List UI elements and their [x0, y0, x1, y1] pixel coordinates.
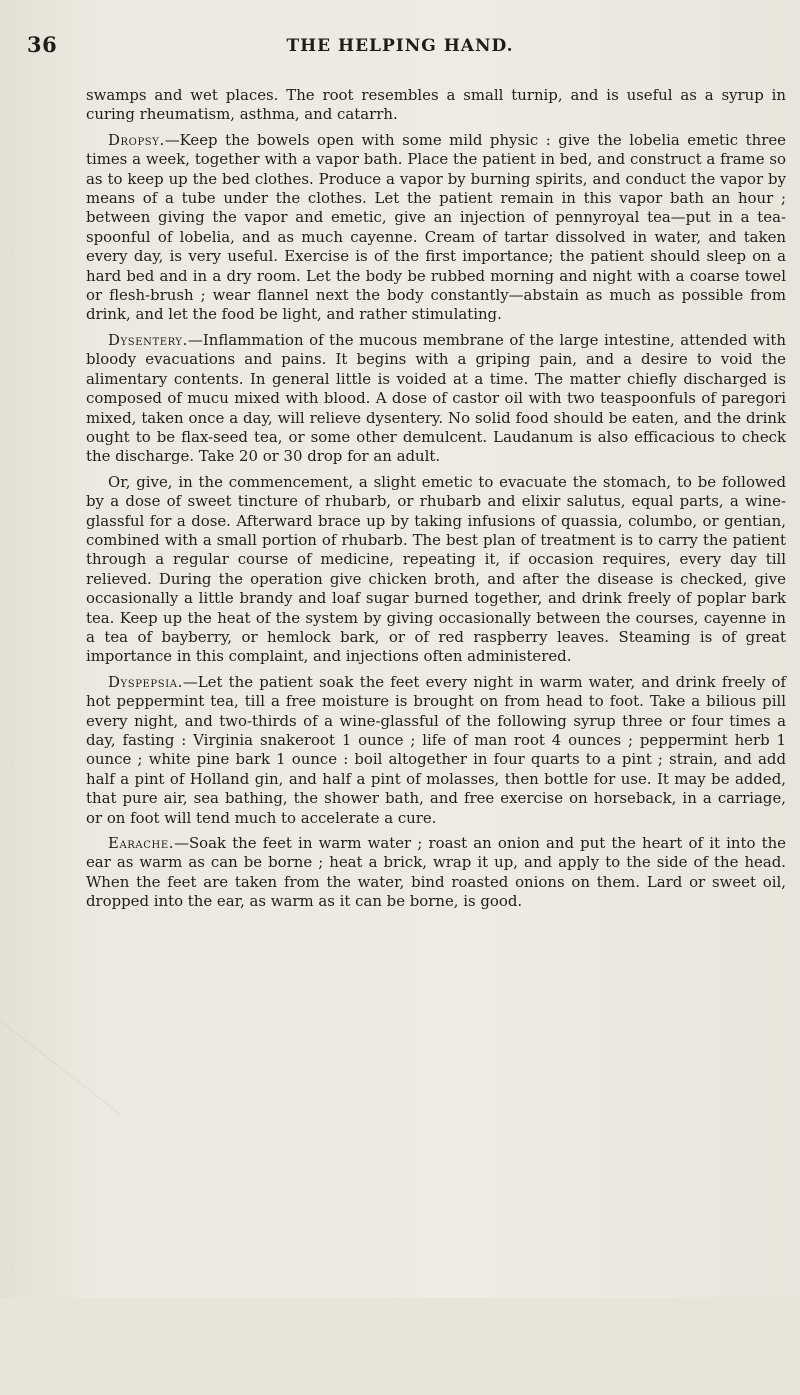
- running-head: THE HELPING HAND.: [286, 36, 514, 56]
- paragraph-text: —Keep the bowels open with some mild physic : give the lobelia emetic three times a week, together with a vapor bath. Place the patient in bed, and construct a frame so as to keep up the bed clothes. Produce a vapor by burning spirits, and conduct the vapor by means of a tube under the clothes. Let the patient remain in this vapor bath an hour ; between giving the vapor and emetic, give an injection of pennyroyal tea—put in a tea-spoonful of lobelia, and as much cayenne. Cream of tartar dissolved in water, and taken every day, is very useful. Exercise is of the first importance; the patient should sleep on a hard bed and in a dry room. Let the body be rubbed morning and night with a coarse towel or flesh-brush ; wear flannel next the body constantly—abstain as much as possible from drink, and let the food be light, and rather stimulating.: [86, 130, 786, 324]
- page-fold-mark: [0, 1020, 120, 1395]
- section-heading-dysentery: Dysentery.: [108, 330, 188, 349]
- paragraph-text: Or, give, in the commencement, a slight emetic to evacuate the stomach, to be followed by a dose of sweet tincture of rhubarb, or rhubarb and elixir salutus, equal parts, a wine-glassful for a dose. Afterward brace up by taking infusions of quassia, columbo, or gentian, combined with a small portion of rhubarb. The best plan of treatment is to carry the patient through a regular course of medicine, repeating it, if occasion requires, every day till relieved. During the operation give chicken broth, and after the disease is checked, give occasionally a little brandy and loaf sugar burned together, and drink freely of poplar bark tea. Keep up the heat of the system by giving occasionally between the courses, cayenne in a tea of bayberry, or hemlock bark, or of red raspberry leaves. Steaming is of great importance in this complaint, and injections often administered.: [86, 472, 786, 666]
- paragraph-text: swamps and wet places. The root resembles a small turnip, and is useful as a syrup in curing rheumatism, asthma, and catarrh.: [86, 86, 786, 124]
- paragraph-dyspepsia: [86, 673, 786, 828]
- paragraph-text: —Inflammation of the mucous membrane of the large intestine, attended with bloody evacuations and pains. It begins with a griping pain, and a desire to void the alimentary contents. In general little is voided at a time. The matter chiefly discharged is composed of mucu mixed with blood. A dose of castor oil with two teaspoonfuls of paregori mixed, taken once a day, will relieve dysentery. No solid food should be eaten, and the drink ought to be flax-seed tea, or some other demulcent. Laudanum is also efficacious to check the discharge. Take 20 or 30 drop for an adult.: [86, 330, 786, 466]
- paragraph-dysentery: [86, 331, 786, 467]
- paragraph-text: —Let the patient soak the feet every night in warm water, and drink freely of hot peppermint tea, till a free moisture is brought on from head to foot. Take a bilious pill every night, and two-thirds of a wine-glassful of the following syrup three or four times a day, fasting : Virginia snakeroot 1 ounce ; life of man root 4 ounces ; peppermint herb 1 ounce ; white pine bark 1 ounce : boil altogether in four quarts to a pint ; strain, and add half a pint of Holland gin, and half a pint of molasses, then bottle for use. It may be added, that pure air, sea bathing, the shower bath, and free exercise on horseback, in a carriage, or on foot will tend much to accelerate a cure.: [86, 672, 786, 827]
- body-text: [86, 86, 786, 918]
- paragraph-dropsy: [86, 131, 786, 325]
- section-heading-earache: Earache.: [108, 834, 175, 853]
- paragraph-dysentery-continued: [86, 473, 786, 667]
- paragraph-earache: [86, 834, 786, 912]
- section-heading-dyspepsia: Dyspepsia.: [108, 672, 183, 691]
- section-heading-dropsy: Dropsy.: [108, 130, 165, 149]
- page-number: 36: [27, 32, 58, 57]
- page-header: [0, 30, 800, 64]
- paragraph-text: —Soak the feet in warm water ; roast an onion and put the heart of it into the ear as warm as can be borne ; heat a brick, wrap it up, and apply to the side of the head. When the feet are taken from the water, bind roasted onions on them. Lard or sweet oil, dropped into the ear, as warm as it can be borne, is good.: [86, 834, 786, 911]
- paragraph-swamps: [86, 86, 786, 125]
